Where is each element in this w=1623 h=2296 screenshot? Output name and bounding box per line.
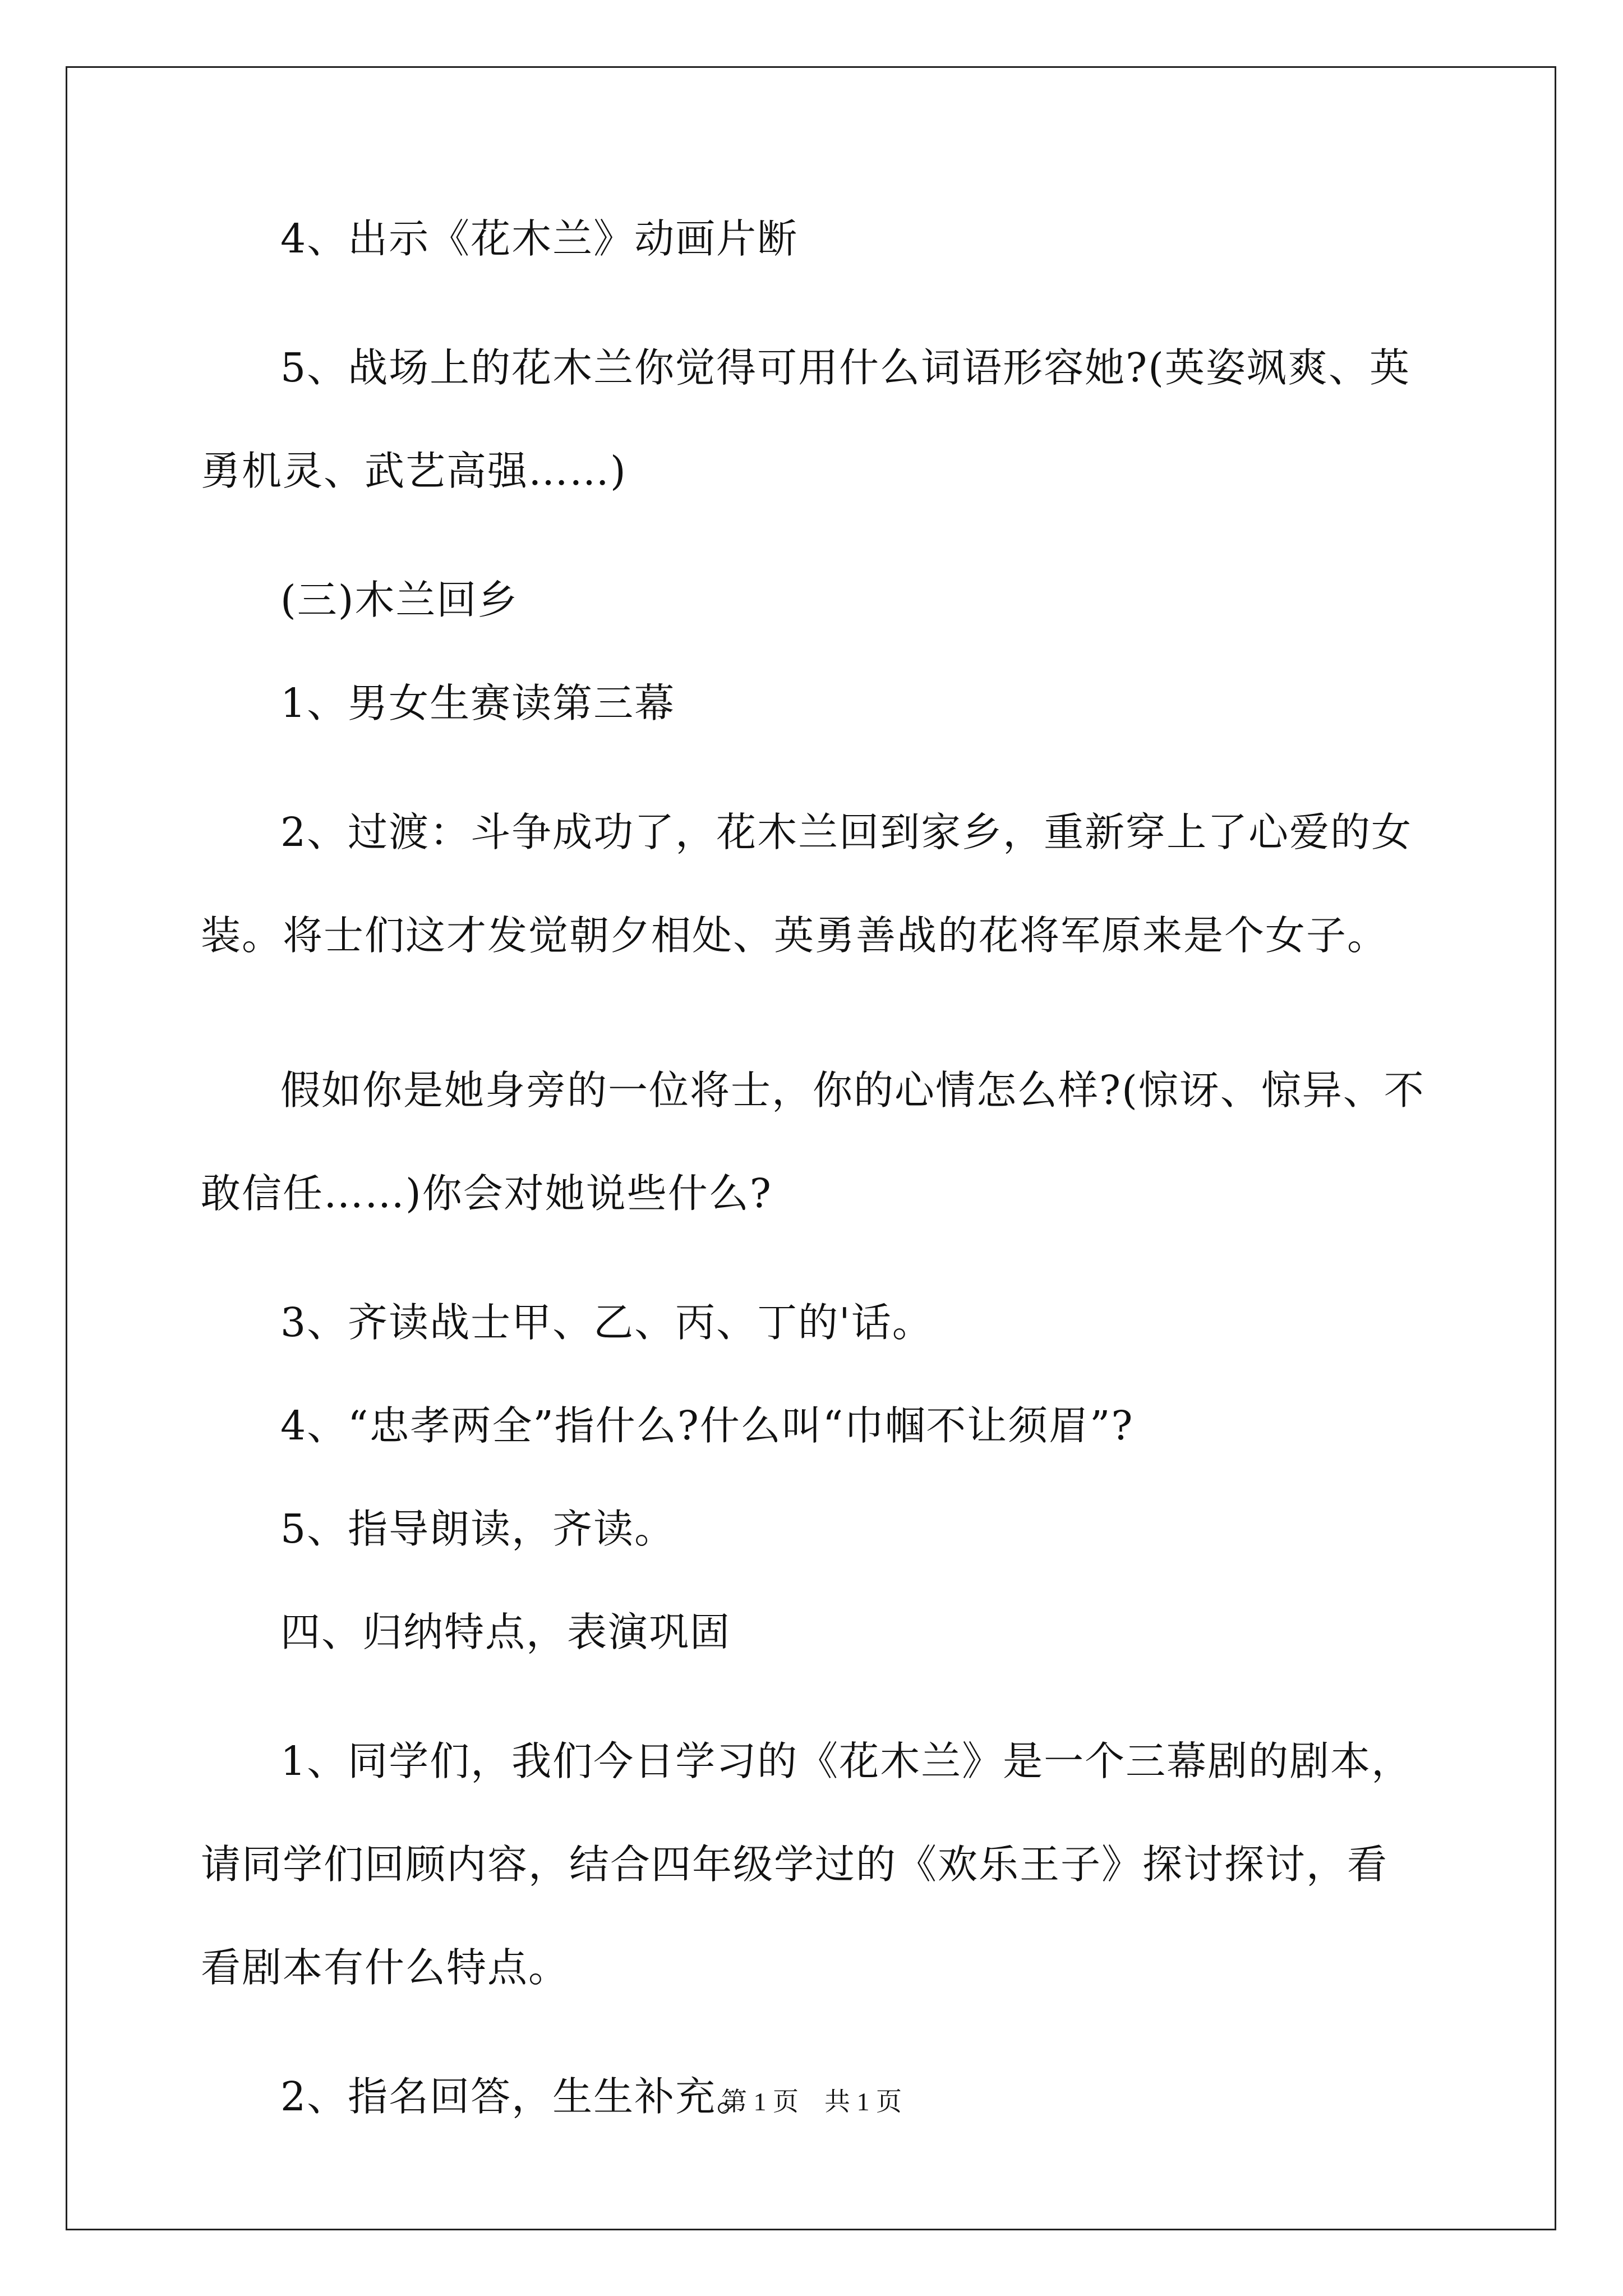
paragraph: 假如你是她身旁的一位将士，你的心情怎么样?(惊讶、惊异、不敢信任……)你会对她说些什么?: [201, 1067, 1425, 1217]
paragraph: 2、过渡：斗争成功了，花木兰回到家乡，重新穿上了心爱的女装。将士们这才发觉朝夕相处、英勇善战的花将军原来是个女子。: [201, 809, 1413, 959]
paragraph: 1、同学们，我们今日学习的《花木兰》是一个三幕剧的剧本，请同学们回顾内容，结合四年级学过的《欢乐王子》探讨探讨，看看剧本有什么特点。: [201, 1738, 1413, 1991]
page-number: 第 1 页 共 1 页: [721, 2087, 902, 2116]
paragraph: 4、“忠孝两全”指什么?什么叫“巾帼不让须眉”?: [280, 1402, 1134, 1449]
paragraph: 1、男女生赛读第三幕: [280, 680, 676, 726]
paragraph: 2、指名回答，生生补充。: [280, 2073, 758, 2120]
section-heading: 四、归纳特点，表演巩固: [280, 1609, 731, 1655]
section-heading: (三)木兰回乡: [280, 577, 519, 623]
document-body: [201, 213, 1426, 2174]
paragraph: 5、指导朗读，齐读。: [280, 1506, 676, 1552]
paragraph: 4、出示《花木兰》动画片断: [280, 215, 799, 262]
paragraph: 5、战场上的花木兰你觉得可用什么词语形容她?(英姿飒爽、英勇机灵、武艺高强……): [201, 344, 1410, 494]
paragraph: 3、齐读战士甲、乙、丙、丁的'话。: [280, 1299, 933, 1346]
